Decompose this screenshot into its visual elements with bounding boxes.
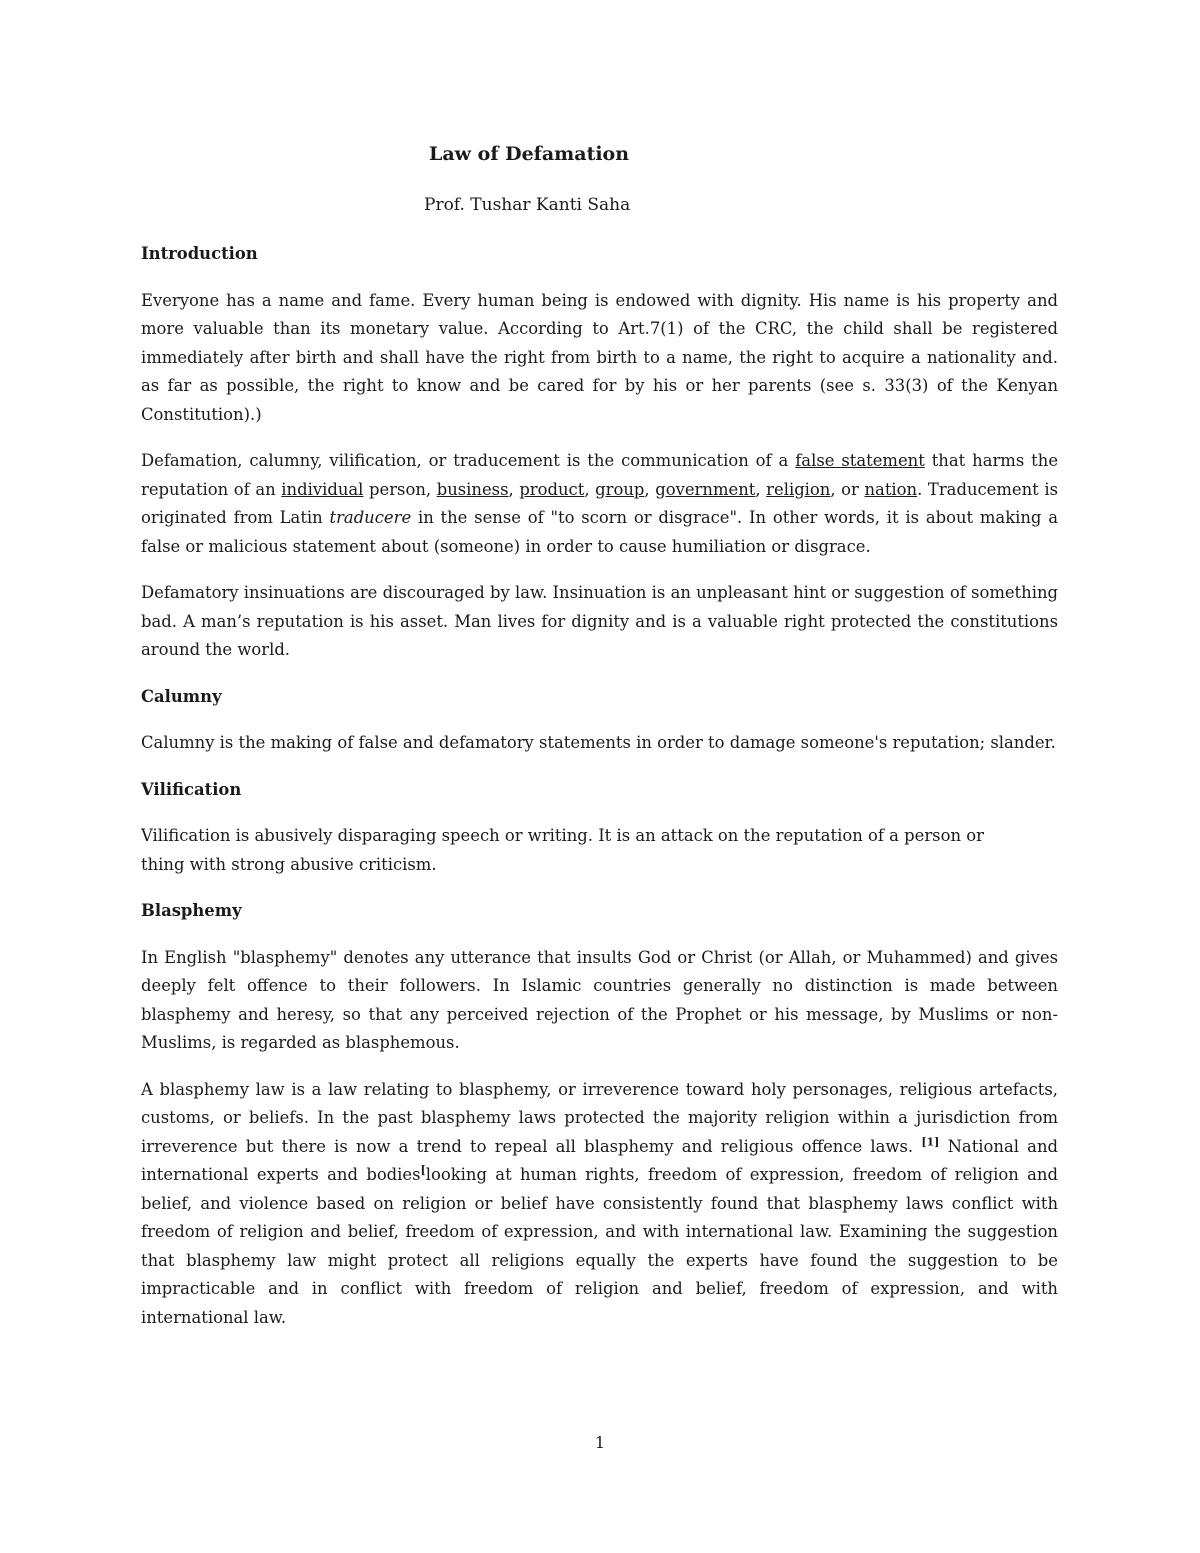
- italic-traducere: traducere: [329, 508, 412, 527]
- document-body: [141, 240, 1058, 1350]
- link-government[interactable]: government: [655, 479, 756, 499]
- page-number: 1: [594, 1433, 606, 1452]
- link-false-statement[interactable]: false statement: [795, 451, 925, 470]
- document-author: Prof. Tushar Kanti Saha: [424, 195, 631, 215]
- text-run: Defamation, calumny, vilification, or traducement is the communication of a: [141, 451, 796, 470]
- text-run: looking at human rights, freedom of expression, freedom of religion and belief, and violence based on religion or belief have consistently found that blasphemy laws conflict with freedom of religion and belief, freedom of expression, and with international law. Examining the suggestion that blasphemy law might protect all religions equally the experts have found the suggestion to be impracticable and in conflict with freedom of religion and belief, freedom of expression, and with international law.: [141, 1165, 1058, 1327]
- text-line: Vilification is abusively disparaging speech or writing. It is an attack on the reputation of a person or: [141, 826, 984, 845]
- paragraph-introduction-2: [141, 447, 1058, 561]
- link-religion[interactable]: religion: [766, 479, 831, 499]
- text-run: that harms the reputation of an: [141, 451, 1059, 499]
- paragraph-introduction-1: Everyone has a name and fame. Every human being is endowed with dignity. His name is his property and more valuable than its monetary value. According to Art.7(1) of the CRC, the child shall be registered immediately after birth and shall have the right from birth to a name, the right to acquire a nationality and. as far as possible, the right to know and be cared for by his or her parents (see s. 33(3) of the Kenyan Constitution).): [141, 290, 1058, 424]
- text-line: thing with strong abusive criticism.: [141, 854, 437, 874]
- link-group[interactable]: group: [595, 479, 645, 499]
- link-nation[interactable]: nation: [864, 479, 918, 499]
- heading-vilification: Vilification: [141, 779, 242, 799]
- paragraph-calumny: Calumny is the making of false and defamatory statements in order to damage someone's reputation; slander.: [141, 733, 1056, 752]
- document-title: Law of Defamation: [429, 143, 630, 165]
- paragraph-blasphemy-1: In English "blasphemy" denotes any utterance that insults God or Christ (or Allah, or Muhammed) and gives deeply felt offence to their followers. In Islamic countries generally no distinction is made between blasphemy and heresy, so that any perceived rejection of the Prophet or his message, by Muslims or non-Muslims, is regarded as blasphemous.: [141, 947, 1058, 1052]
- text-run: in the sense of "to scorn or disgrace". In other words, it is about making a false or malicious statement about (someone) in order to cause humiliation or disgrace.: [141, 508, 1058, 556]
- text-run: ,: [755, 479, 767, 499]
- text-run: National and international experts and bodies: [141, 1136, 1058, 1184]
- heading-introduction: Introduction: [141, 244, 258, 263]
- heading-blasphemy: Blasphemy: [141, 901, 242, 920]
- text-run: ,: [508, 479, 520, 499]
- link-product[interactable]: product: [519, 479, 585, 499]
- link-individual[interactable]: individual: [281, 479, 364, 499]
- text-run: person,: [363, 479, 437, 499]
- paragraph-vilification: [141, 822, 1058, 879]
- text-run: ,: [644, 479, 656, 499]
- heading-calumny: Calumny: [141, 686, 222, 706]
- text-run: , or: [830, 479, 865, 499]
- footnote-ref-1[interactable]: [1]: [921, 1135, 940, 1149]
- paragraph-blasphemy-2: [141, 1076, 1058, 1333]
- text-run: . Traducement is originated from Latin: [141, 479, 1059, 527]
- text-run: A blasphemy law is a law relating to blasphemy, or irreverence toward holy personages, religious artefacts, customs, or beliefs. In the past blasphemy laws protected the majority religion within a jurisdiction from irreverence but there is now a trend to repeal all blasphemy and religious offence laws.: [141, 1079, 1058, 1156]
- paragraph-introduction-3: Defamatory insinuations are discouraged by law. Insinuation is an unpleasant hint or suggestion of something bad. A man’s reputation is his asset. Man lives for dignity and is a valuable right protected the constitutions around the world.: [141, 583, 1058, 659]
- footnote-ref-2[interactable]: [: [420, 1163, 426, 1177]
- link-business[interactable]: business: [436, 479, 509, 499]
- text-run: ,: [584, 479, 596, 499]
